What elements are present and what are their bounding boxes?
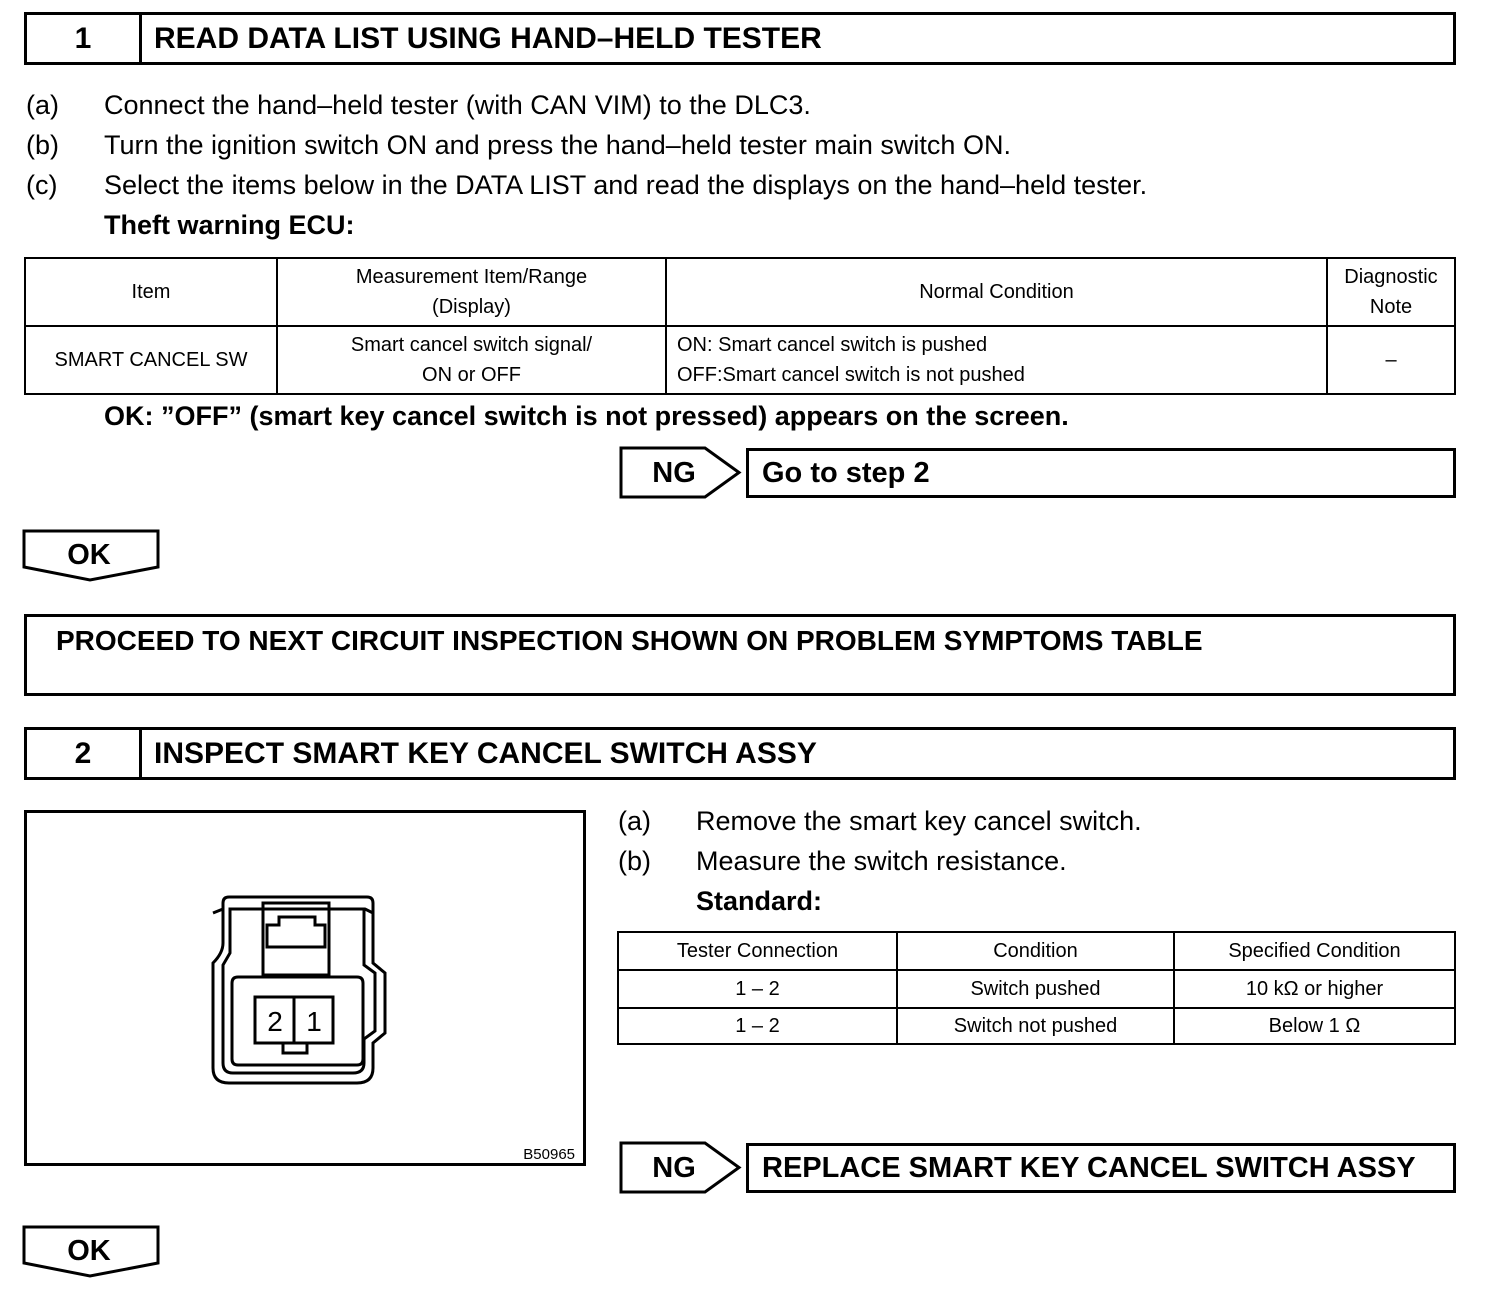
cell-measurement-line2: ON or OFF: [422, 364, 521, 386]
ok-label: OK: [67, 1235, 111, 1267]
header-measurement-line1: Measurement Item/Range: [355, 266, 588, 288]
cell-normal-line1: ON: Smart cancel switch is pushed: [677, 334, 988, 356]
ng-result-step1: [746, 448, 1456, 498]
instruction-label: (a): [618, 806, 651, 836]
header-note: Note: [1369, 296, 1413, 318]
ng-arrow-step1: [619, 446, 743, 499]
cell-specified-condition: Below 1 Ω: [1174, 1008, 1455, 1044]
figure-id: B50965: [523, 1146, 575, 1163]
step2-header: [24, 727, 1456, 780]
cell-item: SMART CANCEL SW: [25, 326, 277, 394]
cell-note: –: [1327, 326, 1455, 394]
connector-figure: [24, 810, 586, 1166]
instruction-text: Remove the smart key cancel switch.: [696, 806, 1142, 836]
ng-label: NG: [652, 1152, 696, 1184]
step2-instruction-a: [618, 806, 1142, 837]
ok-label: OK: [67, 539, 111, 571]
table-row: [25, 326, 1455, 394]
ok-arrow-step1: [22, 529, 162, 583]
instruction-text: Connect the hand–held tester (with CAN VIM) to the DLC3.: [104, 90, 811, 120]
connector-drawing: [27, 813, 583, 1163]
standard-label: Standard:: [696, 886, 823, 916]
step1-header: [24, 12, 1456, 65]
cell-tester-connection: 1 – 2: [618, 1008, 897, 1044]
instruction-text: Select the items below in the DATA LIST and read the displays on the hand–held tester.: [104, 170, 1148, 200]
pin-label-2: 2: [267, 1006, 283, 1037]
pin-label-1: 1: [306, 1006, 322, 1037]
instruction-label: (c): [26, 170, 58, 200]
proceed-box: [24, 614, 1456, 696]
instruction-label: (a): [26, 90, 59, 120]
cell-normal-line2: OFF:Smart cancel switch is not pushed: [677, 364, 1025, 386]
header-measurement: [277, 258, 666, 326]
instruction-label: (b): [26, 130, 59, 160]
step1-instruction-a: [26, 90, 811, 121]
step2-title: INSPECT SMART KEY CANCEL SWITCH ASSY: [154, 736, 817, 770]
step2-instruction-b: [618, 846, 1067, 877]
header-specified-condition: Specified Condition: [1174, 932, 1455, 970]
ng-label: NG: [652, 457, 696, 489]
standard-table: [617, 931, 1456, 1045]
header-diagnostic-note: [1327, 258, 1455, 326]
cell-measurement: [277, 326, 666, 394]
header-tester-connection: Tester Connection: [618, 932, 897, 970]
step1-number: 1: [27, 15, 142, 62]
data-list-table: [24, 257, 1456, 395]
header-item: Item: [25, 258, 277, 326]
ok-arrow-step2: [22, 1225, 162, 1279]
cell-specified-condition: 10 kΩ or higher: [1174, 970, 1455, 1008]
instruction-text: Measure the switch resistance.: [696, 846, 1067, 876]
ng-result-text: Go to step 2: [762, 456, 930, 489]
step1-instruction-b: [26, 130, 1011, 161]
proceed-text: PROCEED TO NEXT CIRCUIT INSPECTION SHOWN ON PROBLEM SYMPTOMS TABLE: [56, 625, 1203, 656]
ng-result-step2: [746, 1143, 1456, 1193]
ok-condition-text: OK: ”OFF” (smart key cancel switch is not pressed) appears on the screen.: [104, 401, 1069, 431]
header-diagnostic: Diagnostic: [1344, 266, 1438, 288]
header-condition: Condition: [897, 932, 1174, 970]
table-row: [618, 970, 1455, 1008]
cell-condition: Switch pushed: [897, 970, 1174, 1008]
cell-tester-connection: 1 – 2: [618, 970, 897, 1008]
step1-title: READ DATA LIST USING HAND–HELD TESTER: [154, 21, 822, 55]
instruction-text: Turn the ignition switch ON and press the hand–held tester main switch ON.: [104, 130, 1011, 160]
table-caption: Theft warning ECU:: [104, 210, 355, 240]
cell-condition: Switch not pushed: [897, 1008, 1174, 1044]
header-normal-condition: Normal Condition: [666, 258, 1327, 326]
table-row: [618, 1008, 1455, 1044]
cell-normal-condition: [666, 326, 1327, 394]
step1-instruction-c: [26, 170, 1147, 201]
table-header-row: [25, 258, 1455, 326]
instruction-label: (b): [618, 846, 651, 876]
ng-arrow-step2: [619, 1141, 743, 1194]
cell-measurement-line1: Smart cancel switch signal/: [350, 334, 593, 356]
ng-result-text: REPLACE SMART KEY CANCEL SWITCH ASSY: [762, 1151, 1416, 1184]
table-header-row: [618, 932, 1455, 970]
step2-number: 2: [27, 730, 142, 777]
header-measurement-line2: (Display): [432, 296, 511, 318]
